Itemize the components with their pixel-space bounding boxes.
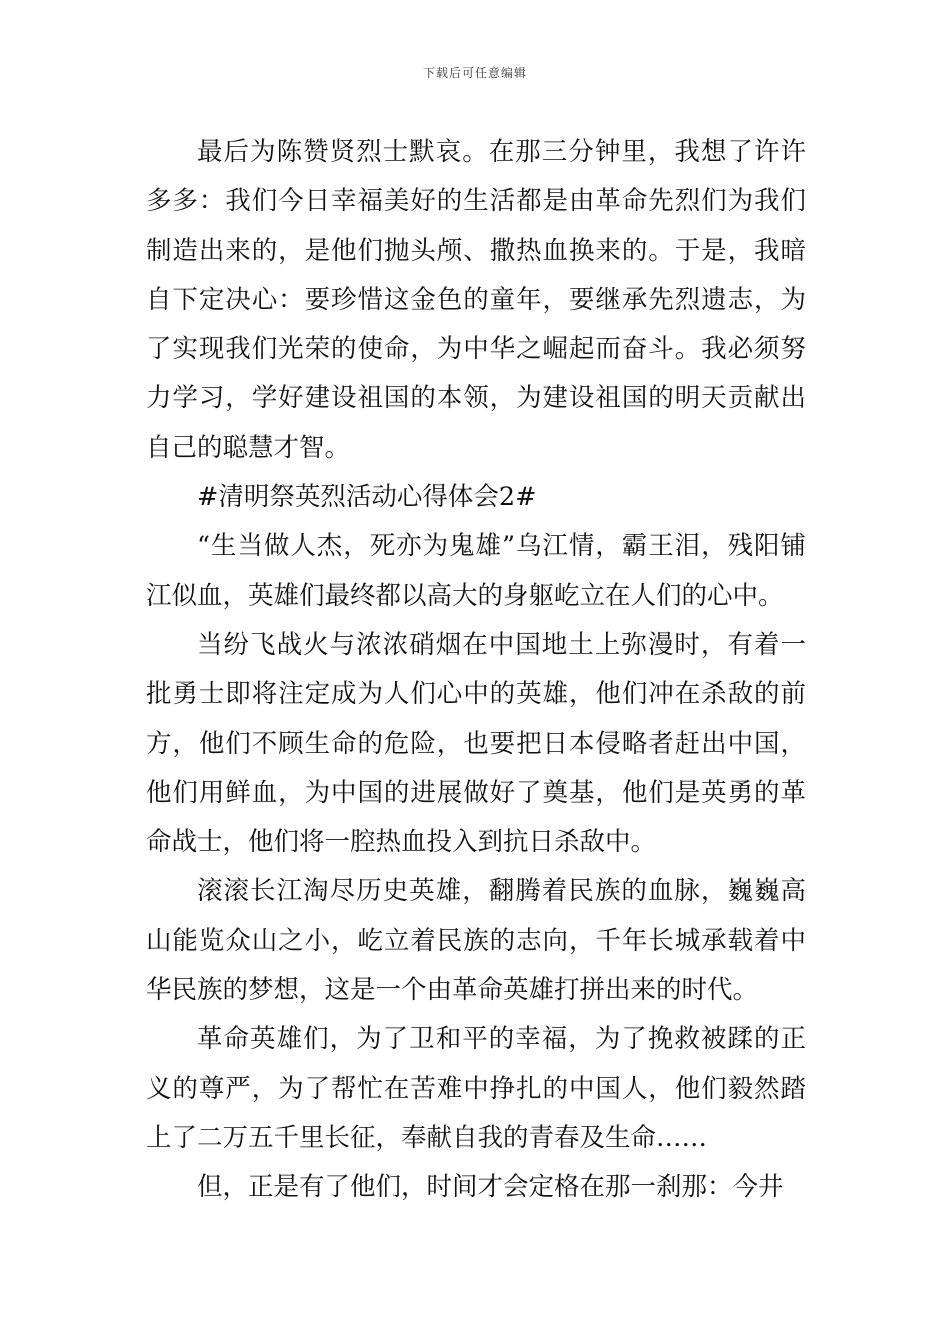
paragraph-4: 滚滚长江淘尽历史英雄，翻腾着民族的血脉，巍巍高山能览众山之小，屹立着民族的志向，千年长城承载着中华民族的梦想，这是一个由革命英雄打拼出来的时代。 [146, 876, 806, 1006]
paragraph-5: 革命英雄们，为了卫和平的幸福，为了挽救被蹂的正义的尊严，为了帮忙在苦难中挣扎的中国人，他们毅然踏上了二万五千里长征，奉献自我的青春及生命…… [146, 1024, 806, 1153]
paragraph-1: 最后为陈赞贤烈士默哀。在那三分钟里，我想了许许多多：我们今日幸福美好的生活都是由革命先烈们为我们制造出来的，是他们抛头颅、撒热血换来的。于是，我暗自下定决心：要珍惜这金色的童年，要继承先烈遗志，为了实现我们光荣的使命，为中华之崛起而奋斗。我必须努力学习，学好建设祖国的本领，为建设祖国的明天贡献出自己的聪慧才智。 [146, 137, 806, 463]
paragraph-6: 但，正是有了他们，时间才会定格在那一刹那：今井 [197, 1172, 784, 1203]
header-note: 下载后可任意编辑 [422, 66, 527, 80]
section-heading: #清明祭英烈活动心得体会2# [197, 482, 537, 513]
body-text [146, 128, 806, 1213]
paragraph-3: 当纷飞战火与浓浓硝烟在中国地土上弥漫时，有着一批勇士即将注定成为人们心中的英雄，他们冲在杀敌的前方，他们不顾生命的危险，也要把日本侵略者赶出中国，他们用鲜血，为中国的进展做好了奠基，他们是英勇的革命战士，他们将一腔热血投入到抗日杀敌中。 [146, 629, 806, 858]
paragraph-2: “生当做人杰，死亦为鬼雄”乌江情，霸王泪，残阳铺江似血，英雄们最终都以高大的身躯屹立在人们的心中。 [146, 531, 806, 611]
